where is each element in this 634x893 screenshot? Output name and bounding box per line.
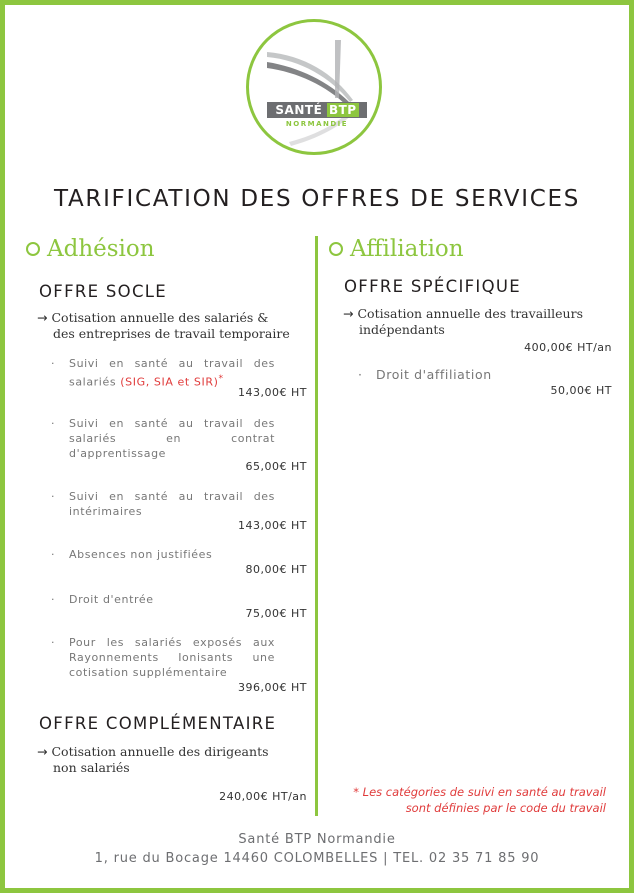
complementaire-cotisation: → Cotisation annuelle des dirigeants non salariés <box>37 744 269 775</box>
adhesion-heading-text: Adhésion <box>47 236 155 262</box>
offre-specifique-title: OFFRE SPÉCIFIQUE <box>344 277 521 296</box>
socle-price-1: 143,00€ HT <box>238 386 307 399</box>
dot-bullet-icon: · <box>51 357 56 370</box>
logo <box>246 19 382 155</box>
column-divider <box>315 236 318 816</box>
dot-bullet-icon: · <box>51 548 56 561</box>
socle-price-6: 396,00€ HT <box>238 681 307 694</box>
dot-bullet-icon: · <box>358 367 363 382</box>
specifique-price: 400,00€ HT/an <box>524 341 612 354</box>
footnote: * Les catégories de suivi en santé au travail sont définies par le code du travail <box>353 785 606 815</box>
logo-graphic <box>249 22 379 152</box>
footer-name: Santé BTP Normandie <box>238 832 396 847</box>
circle-bullet-icon <box>329 242 343 256</box>
affiliation-heading <box>329 236 464 262</box>
circle-bullet-icon <box>26 242 40 256</box>
logo-subtitle: NORMANDIE <box>285 120 349 128</box>
socle-cotisation: → Cotisation annuelle des salariés & des entreprises de travail temporaire <box>37 310 290 341</box>
arrow-right-icon: → <box>343 306 354 321</box>
socle-price-3: 143,00€ HT <box>238 519 307 532</box>
socle-item-3: · Suivi en santé au travail des intérimaires <box>51 490 275 518</box>
socle-item-5: · Droit d'entrée <box>51 593 154 606</box>
page-title: TARIFICATION DES OFFRES DE SERVICES <box>54 186 580 212</box>
specifique-cotisation: → Cotisation annuelle des travailleurs indépendants <box>343 306 583 337</box>
offre-complementaire-title: OFFRE COMPLÉMENTAIRE <box>39 714 277 733</box>
adhesion-heading <box>26 236 155 262</box>
arrow-right-icon: → <box>37 310 48 325</box>
dot-bullet-icon: · <box>51 593 56 606</box>
affiliation-heading-text: Affiliation <box>350 236 464 262</box>
socle-price-5: 75,00€ HT <box>245 607 307 620</box>
offre-socle-title: OFFRE SOCLE <box>39 282 168 301</box>
dot-bullet-icon: · <box>51 636 56 649</box>
socle-item-1: · Suivi en santé au travail des salariés (SIG, SIA et SIR)* <box>51 357 275 389</box>
complementaire-price: 240,00€ HT/an <box>219 790 307 803</box>
dot-bullet-icon: · <box>51 490 56 503</box>
specifique-item-price: 50,00€ HT <box>550 384 612 397</box>
socle-item-6: · Pour les salariés exposés aux Rayonnements Ionisants une cotisation supplémentaire <box>51 636 275 679</box>
arrow-right-icon: → <box>37 744 48 759</box>
socle-item-2: · Suivi en santé au travail des salariés en contrat d'apprentissage <box>51 417 275 460</box>
specifique-item: · Droit d'affiliation <box>358 367 492 382</box>
logo-wordmark: SANTÉ BTP <box>267 102 367 118</box>
dot-bullet-icon: · <box>51 417 56 430</box>
footer-address: 1, rue du Bocage 14460 COLOMBELLES | TEL. 02 35 71 85 90 <box>94 851 540 866</box>
socle-price-4: 80,00€ HT <box>245 563 307 576</box>
socle-item-4: · Absences non justifiées <box>51 548 213 561</box>
socle-price-2: 65,00€ HT <box>245 460 307 473</box>
